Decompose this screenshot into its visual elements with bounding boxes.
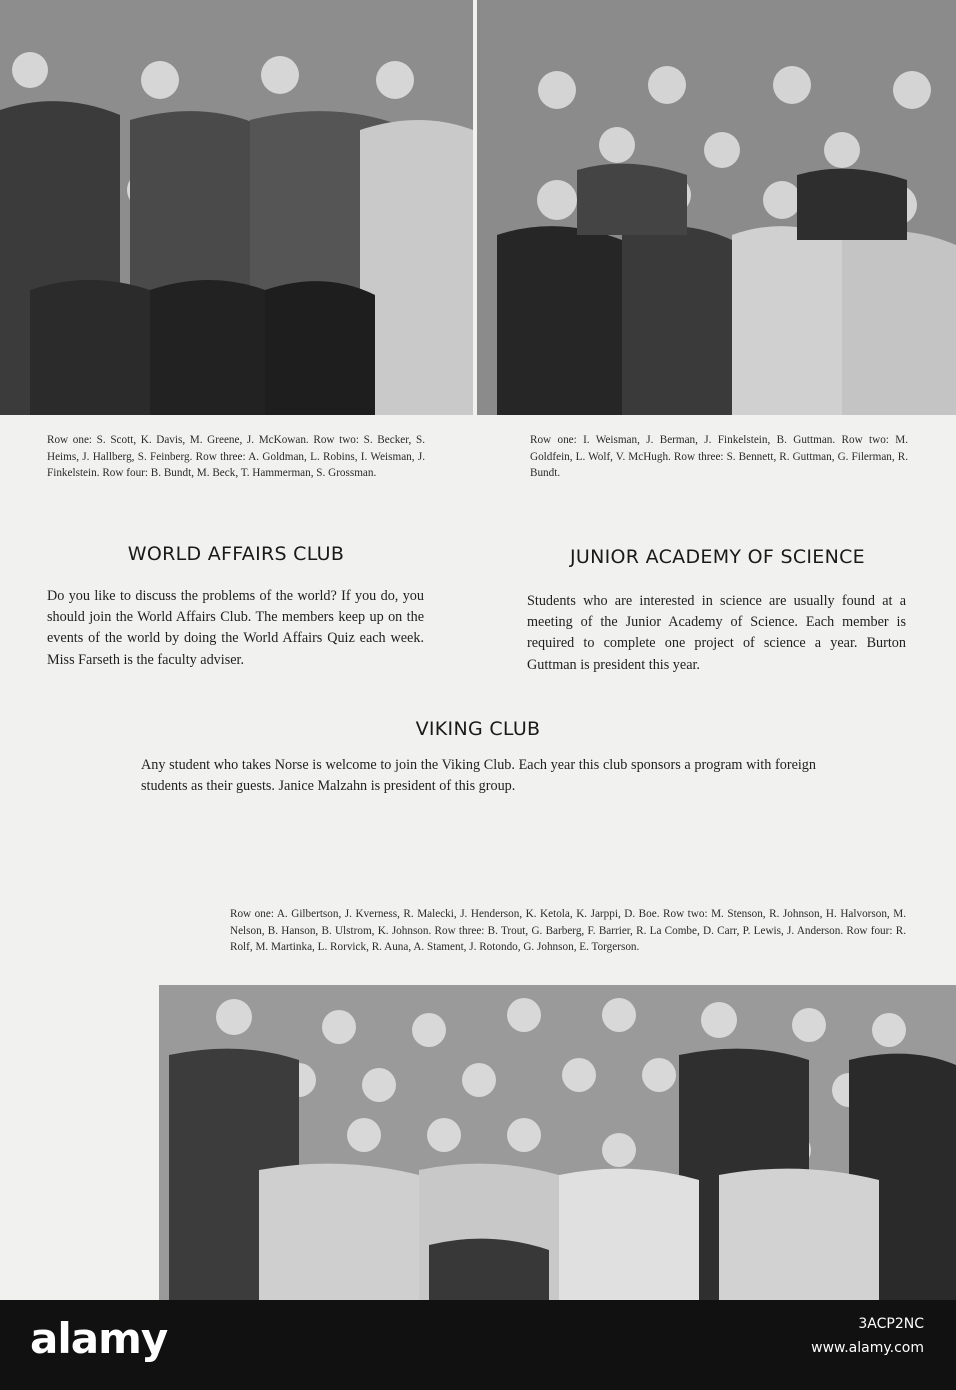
- world-affairs-photo: [0, 0, 473, 415]
- watermark-url: www.alamy.com: [811, 1340, 924, 1356]
- world-affairs-caption: Row one: S. Scott, K. Davis, M. Greene, J. McKowan. Row two: S. Becker, S. Heims, J. Hallberg, S. Feinberg. Row three: A. Goldman, L. Robins, I. Weisman, J. Finkelstein. Row four: B. Bundt, M. Beck, T. Hammerman, S. Grossman.: [47, 434, 425, 479]
- viking-club-body: Any student who takes Norse is welcome to join the Viking Club. Each year this club sponsors a program with foreign students as their guests. Janice Malzahn is president of this group.: [141, 757, 816, 795]
- junior-academy-photo: [477, 0, 956, 415]
- world-affairs-heading: WORLD AFFAIRS CLUB: [127, 543, 345, 565]
- world-affairs-body: Do you like to discuss the problems of the world? If you do, you should join the World Affairs Club. The members keep up on the events of the world by doing the World Affairs Quiz each week. Miss Farseth is the faculty adviser.: [47, 588, 424, 668]
- image-id: 3ACP2NC: [858, 1316, 924, 1332]
- junior-academy-heading: JUNIOR ACADEMY OF SCIENCE: [570, 546, 865, 568]
- viking-club-heading: VIKING CLUB: [415, 718, 541, 740]
- junior-academy-caption: Row one: I. Weisman, J. Berman, J. Finkelstein, B. Guttman. Row two: M. Goldfein, L. Wolf, V. McHugh. Row three: S. Bennett, R. Guttman, G. Filerman, R. Bundt.: [530, 434, 908, 479]
- viking-club-caption: Row one: A. Gilbertson, J. Kverness, R. Malecki, J. Henderson, K. Ketola, K. Jarppi, D. Boe. Row two: M. Stenson, R. Johnson, H. Halvorson, M. Nelson, B. Hanson, B. Ulstrom, K. Johnson. Row three: B. Trout, G. Barberg, F. Barrier, R. La Combe, D. Carr, P. Lewis, J. Anderson. Row four: R. Rolf, M. Martinka, L. Rorvick, R. Auna, A. Stament, J. Rotondo, G. Johnson, E. Torgerson.: [230, 908, 906, 953]
- viking-club-photo: [159, 985, 956, 1300]
- alamy-logo: alamy: [30, 1314, 168, 1363]
- junior-academy-body: Students who are interested in science are usually found at a meeting of the Junior Academy of Science. Each member is required to complete one project of science a year. Burton Guttman is president this year.: [527, 593, 906, 673]
